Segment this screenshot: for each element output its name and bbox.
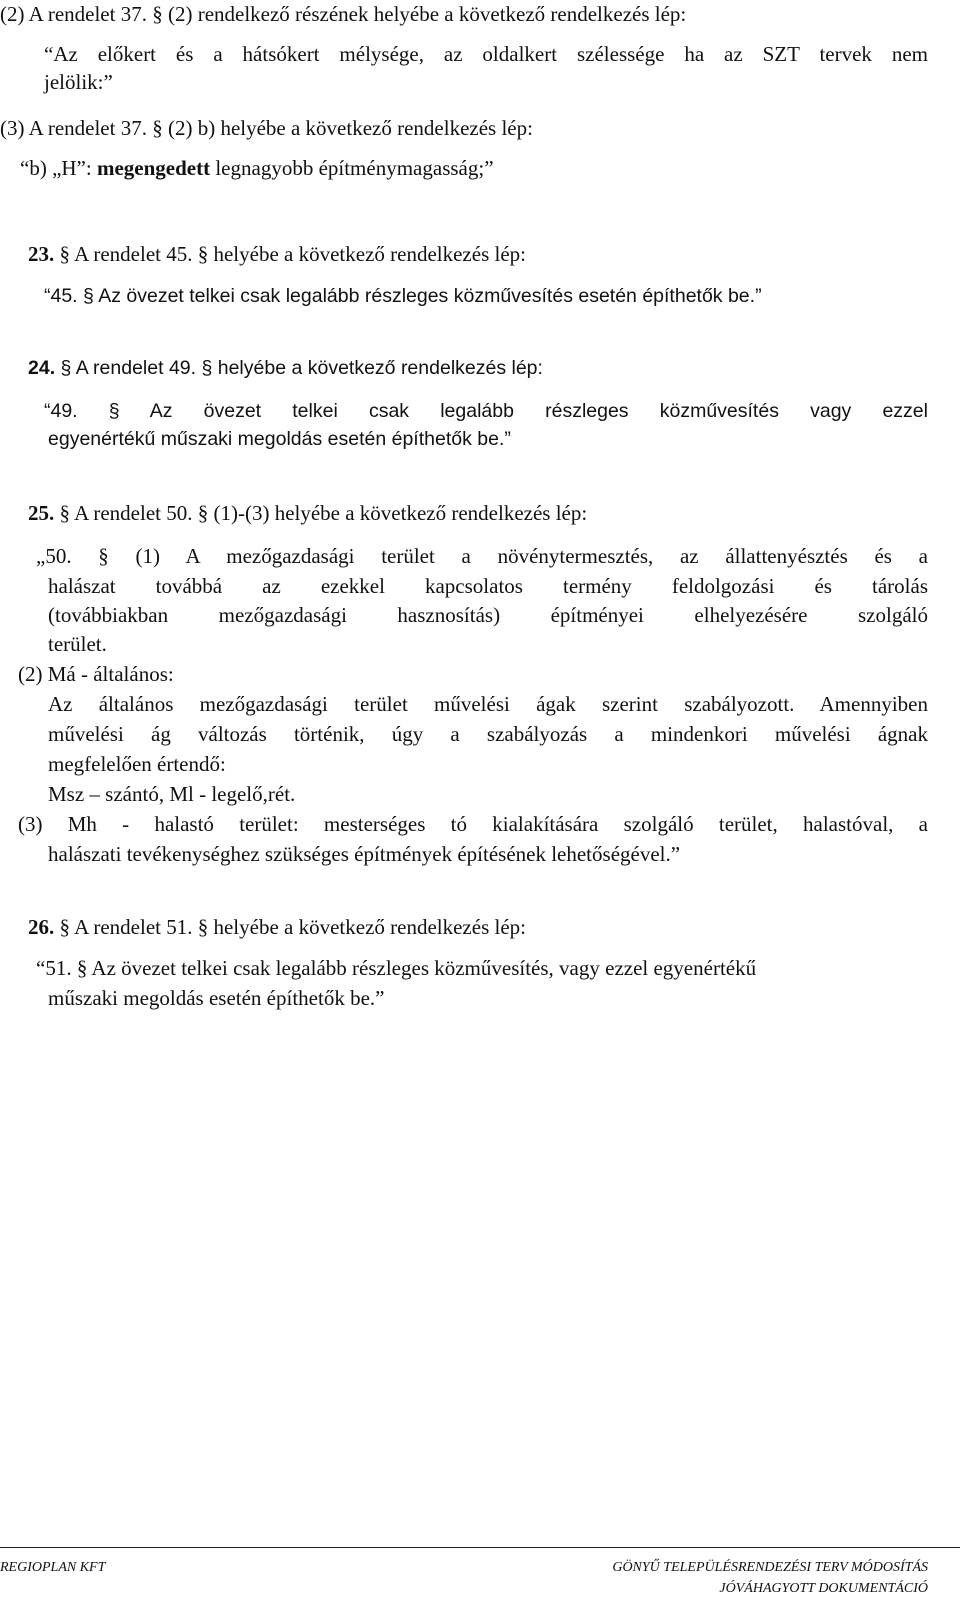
quote-line: halászat továbbá az ezekkel kapcsolatos termény feldolgozási és tárolás	[48, 574, 928, 598]
quote-line: (3) Mh - halastó terület: mesterséges tó kialakítására szolgáló terület, halastóval, a	[18, 812, 928, 836]
section-text: § A rendelet 49. § helyébe a következő rendelkezés lép:	[55, 357, 543, 379]
section-text: § A rendelet 45. § helyébe a következő rendelkezés lép:	[54, 242, 526, 266]
section-number: 24.	[28, 357, 56, 379]
section-number: 26.	[28, 915, 55, 939]
quote-line: (2) Má - általános:	[18, 662, 174, 686]
footer-right-line2: JÓVÁHAGYOTT DOKUMENTÁCIÓ	[719, 1581, 928, 1596]
quote-line: Msz – szántó, Ml - legelő,rét.	[48, 782, 296, 806]
quote-line: “51. § Az övezet telkei csak legalább részleges közművesítés, vagy ezzel egyenértékű	[36, 956, 757, 980]
quote-line: (továbbiakban mezőgazdasági hasznosítás) építményei elhelyezésére szolgáló	[48, 603, 928, 627]
section-24-heading	[28, 359, 543, 379]
footer-divider	[0, 1547, 960, 1548]
footer-right-line1: GÖNYŰ TELEPÜLÉSRENDEZÉSI TERV MÓDOSÍTÁS	[612, 1560, 928, 1575]
quote-line: megfelelően értendő:	[48, 752, 226, 776]
quote-line: egyenértékű műszaki megoldás esetén építhetők be.”	[48, 428, 511, 450]
quote-line: “Az előkert és a hátsókert mélysége, az oldalkert szélessége ha az SZT tervek nem	[44, 42, 928, 66]
section-text: § A rendelet 51. § helyébe a következő rendelkezés lép:	[54, 915, 526, 939]
bold-term: megengedett	[96, 156, 211, 180]
quote-prefix: “b) „H”:	[20, 156, 97, 180]
quote-line: halászati tevékenységhez szükséges építmények építésének lehetőségével.”	[48, 842, 681, 866]
footer-left: REGIOPLAN KFT	[0, 1560, 106, 1575]
section-number: 25.	[28, 501, 55, 525]
quote-line	[20, 158, 494, 179]
quote-line: Az általános mezőgazdasági terület művelési ágak szerint szabályozott. Amennyiben	[48, 692, 928, 716]
quote-line: “45. § Az övezet telkei csak legalább részleges közművesítés esetén építhetők be.”	[44, 285, 762, 307]
quote-line: “49. § Az övezet telkei csak legalább részleges közművesítés vagy ezzel	[44, 400, 928, 422]
section-25-heading	[28, 503, 587, 524]
quote-line: „50. § (1) A mezőgazdasági terület a növénytermesztés, az állattenyésztés és a	[36, 544, 928, 568]
quote-line: terület.	[48, 632, 107, 656]
section-26-heading	[28, 917, 526, 938]
section-text: § A rendelet 50. § (1)-(3) helyébe a következő rendelkezés lép:	[54, 501, 588, 525]
quote-line: művelési ág változás történik, úgy a szabályozás a mindenkori művelési ágnak	[48, 722, 928, 746]
quote-line: műszaki megoldás esetén építhetők be.”	[48, 986, 385, 1010]
section-number: 23.	[28, 242, 55, 266]
quote-suffix: legnagyobb építménymagasság;”	[210, 156, 494, 180]
paragraph-line: (2) A rendelet 37. § (2) rendelkező részének helyébe a következő rendelkezés lép:	[0, 2, 687, 26]
paragraph-line: (3) A rendelet 37. § (2) b) helyébe a következő rendelkezés lép:	[0, 116, 533, 140]
quote-line: jelölik:”	[44, 70, 113, 94]
section-23-heading	[28, 244, 526, 265]
